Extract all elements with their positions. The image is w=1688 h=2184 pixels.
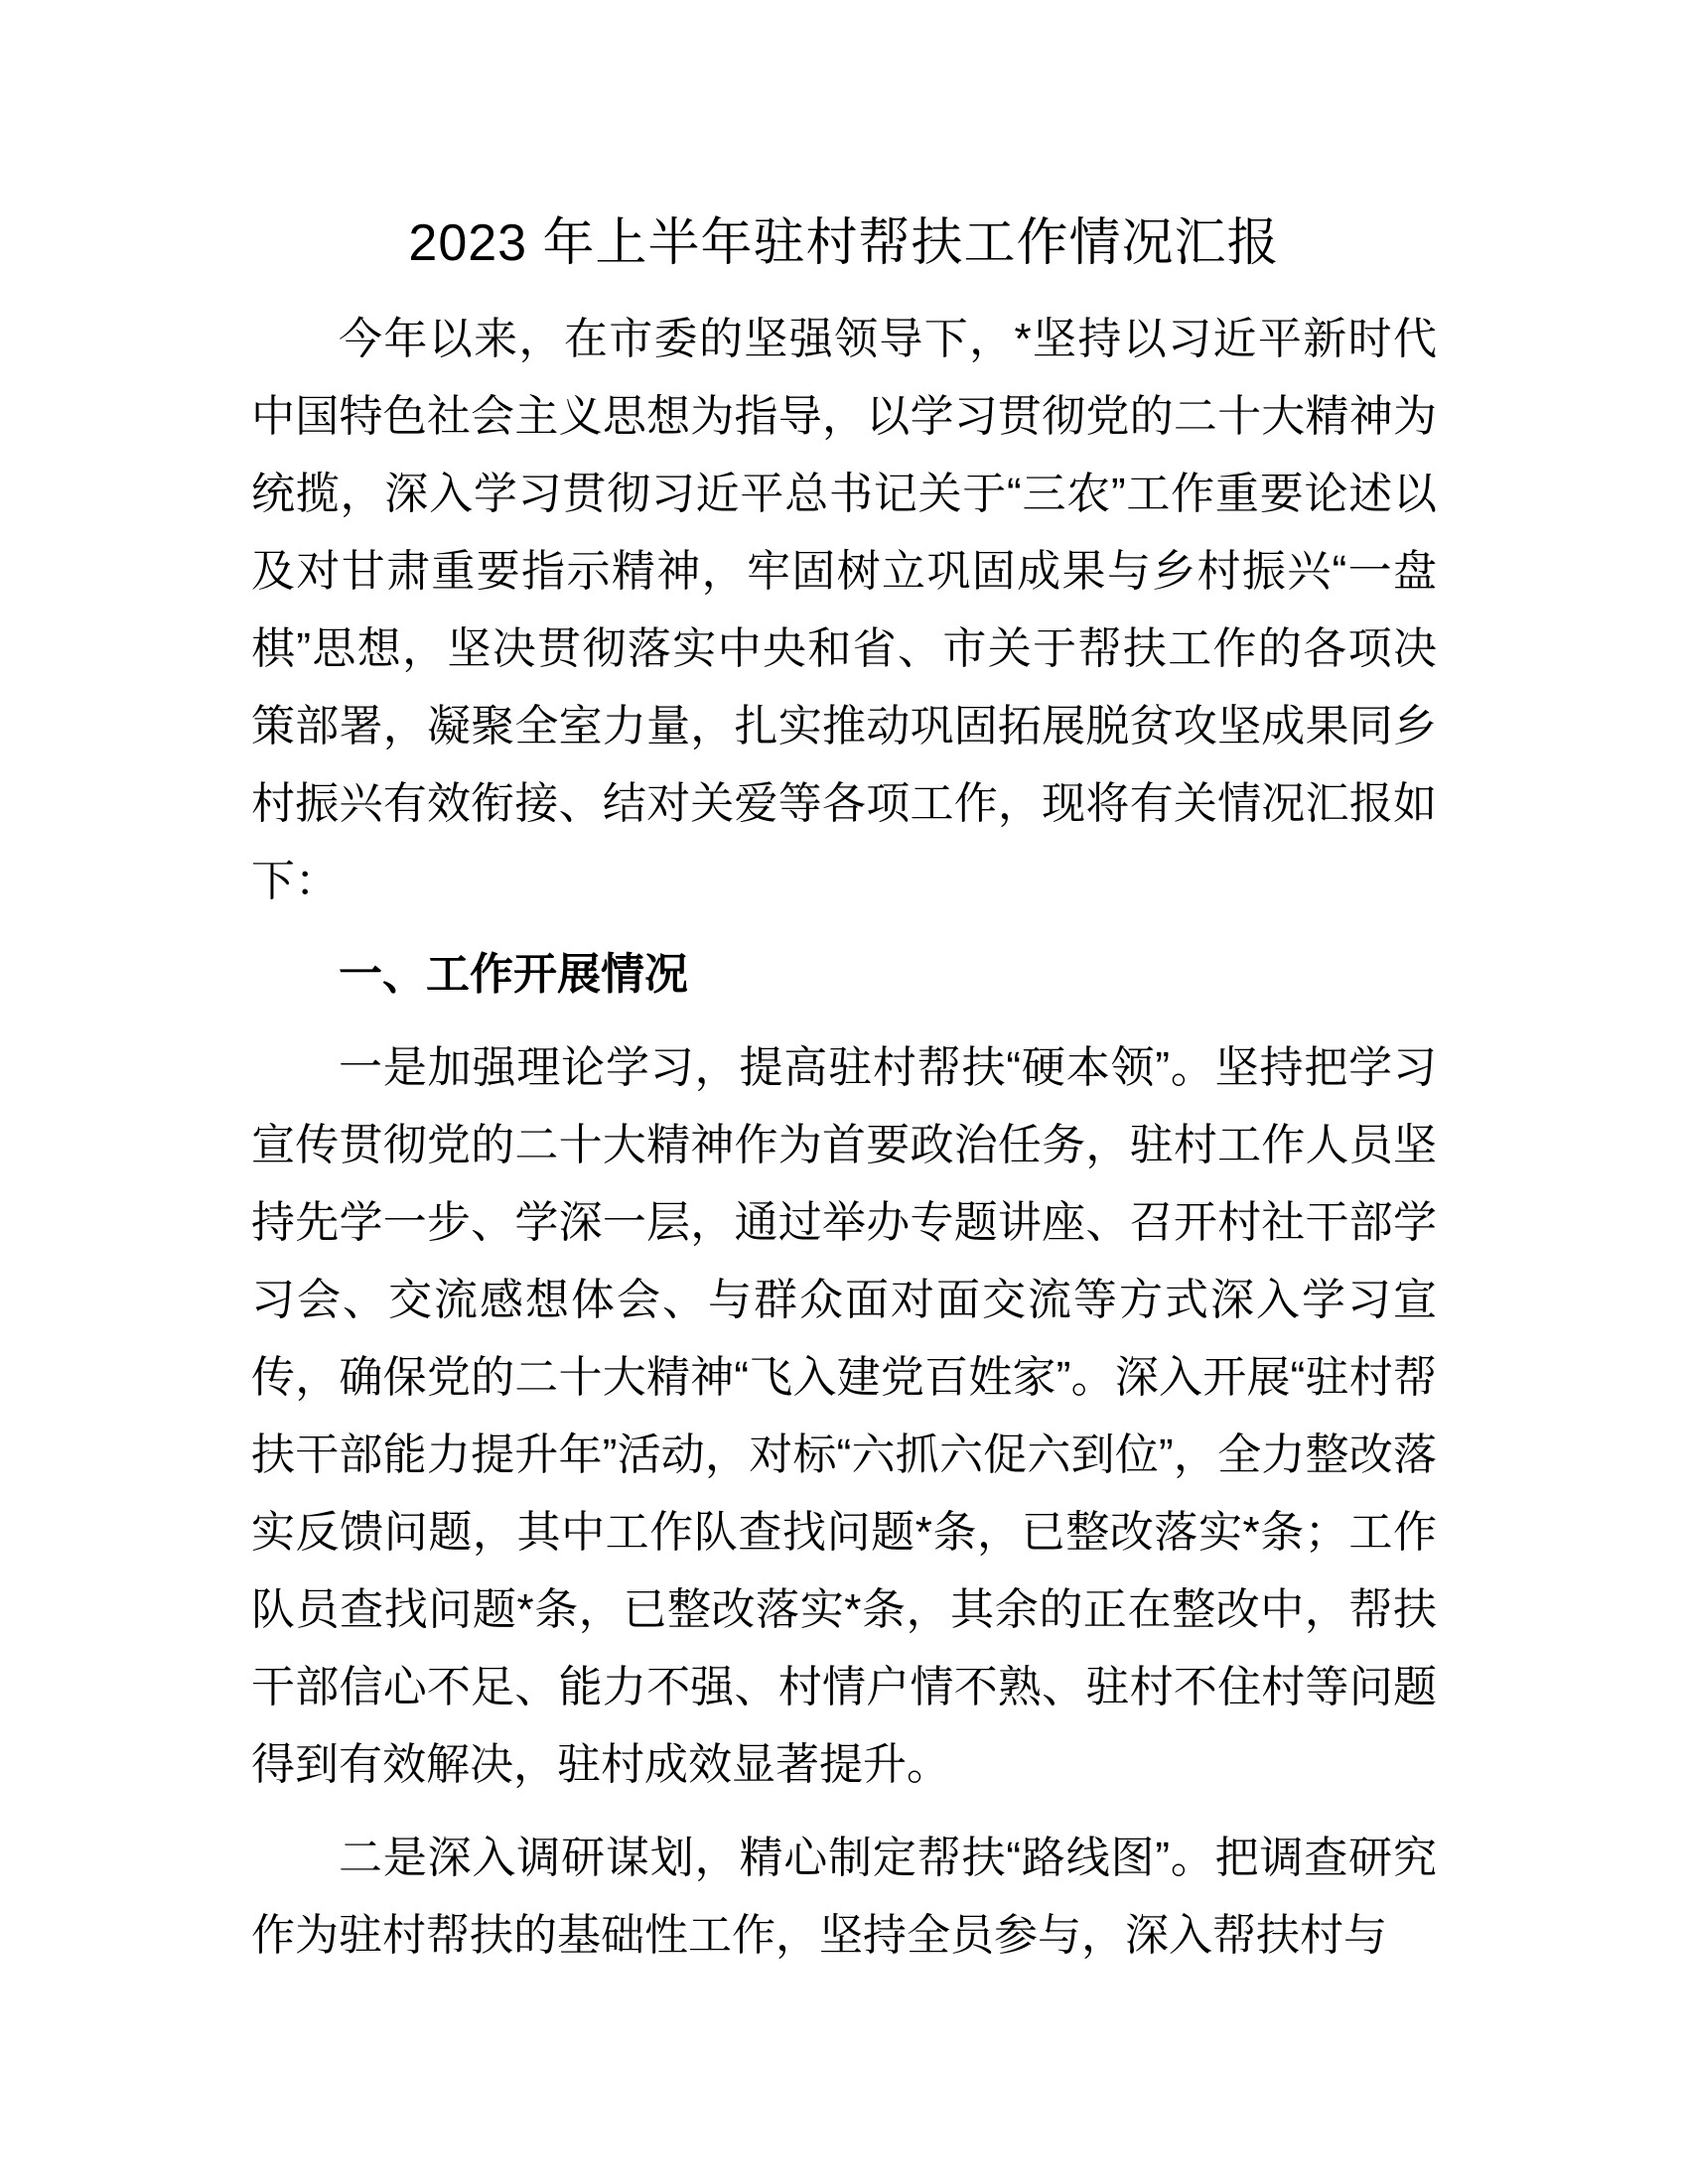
paragraph: 一是加强理论学习，提高驻村帮扶“硬本领”。坚持把学习宣传贯彻党的二十大精神作为首要政治任务，驻村工作人员坚持先学一步、学深一层，通过举办专题讲座、召开村社干部学习会、交流感想体会、与群众面对面交流等方式深入学习宣传，确保党的二十大精神“飞入建党百姓家”。深入开展“驻村帮扶干部能力提升年”活动，对标“六抓六促六到位”，全力整改落实反馈问题，其中工作队查找问题*条，已整改落实*条；工作队员查找问题*条，已整改落实*条，其余的正在整改中，帮扶干部信心不足、能力不强、村情户情不熟、驻村不住村等问题得到有效解决，驻村成效显著提升。: [251, 1043, 1437, 1789]
paragraph: 今年以来，在市委的坚强领导下，*坚持以习近平新时代中国特色社会主义思想为指导，以学习贯彻党的二十大精神为统揽，深入学习贯彻习近平总书记关于“三农”工作重要论述以及对甘肃重要指示精神，牢固树立巩固成果与乡村振兴“一盘棋”思想，坚决贯彻落实中央和省、市关于帮扶工作的各项决策部署，凝聚全室力量，扎实推动巩固拓展脱贫攻坚成果同乡村振兴有效衔接、结对关爱等各项工作，现将有关情况汇报如下：: [251, 315, 1437, 905]
section-heading: 一、工作开展情况: [339, 950, 688, 999]
document-content: [251, 204, 1437, 1975]
paragraph: 二是深入调研谋划，精心制定帮扶“路线图”。把调查研究作为驻村帮扶的基础性工作，坚持全员参与，深入帮扶村与: [251, 1834, 1437, 1960]
document-title: 2023 年上半年驻村帮扶工作情况汇报: [408, 214, 1280, 272]
document-body: [251, 301, 1437, 1975]
